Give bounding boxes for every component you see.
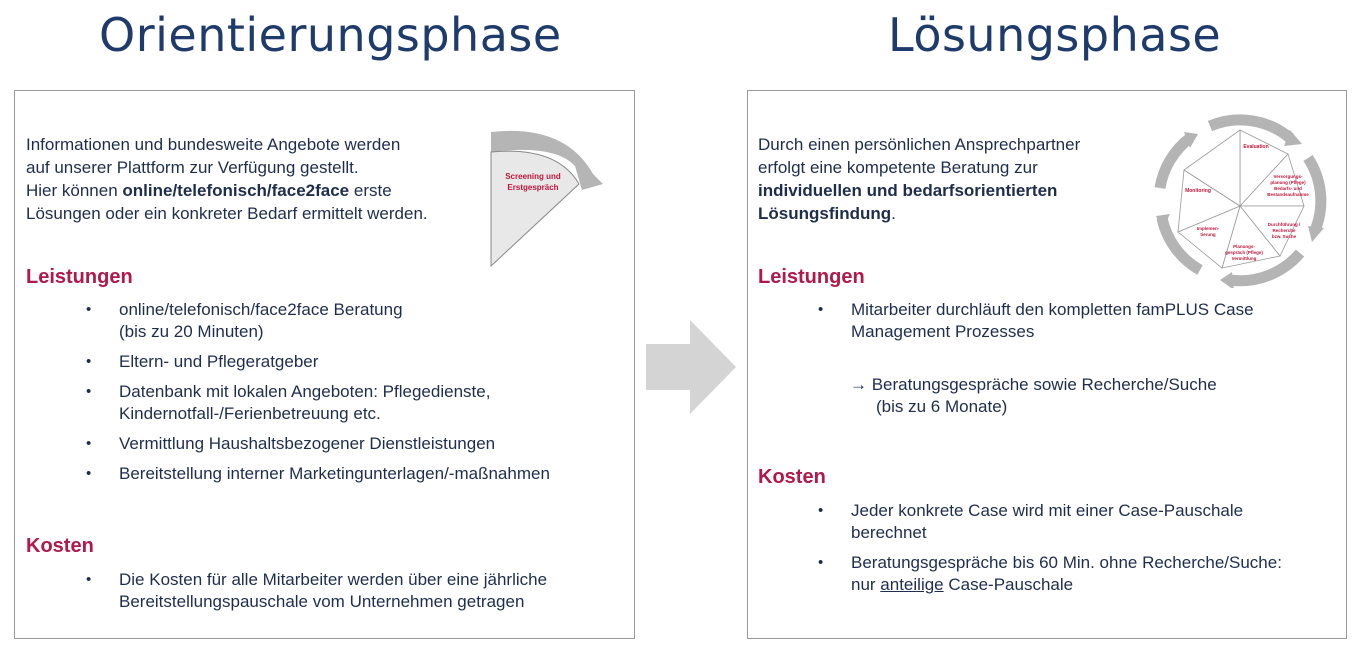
left-intro-text: Informationen und bundesweite Angebote werden auf unserer Plattform zur Verfügung gestellt. Hier können online/telefonisch/face2face erste Lösungen oder ein konkreter Bedarf ermittelt werden. bbox=[26, 135, 428, 223]
list-item: • Mitarbeiter durchläuft den kompletten famPLUS Case Management Prozesses bbox=[818, 299, 1338, 343]
list-item: • Jeder konkrete Case wird mit einer Case-Pauschale berechnet bbox=[818, 500, 1338, 544]
phase-transition-arrow-icon bbox=[646, 320, 738, 414]
left-leistungen-list bbox=[86, 299, 626, 493]
cycle-implementierung-label-2: tierung bbox=[1200, 232, 1216, 237]
cycle-durchfuehrung-label-2: Recherche bbox=[1272, 228, 1296, 233]
list-item: • online/telefonisch/face2face Beratung (bis zu 20 Minuten) bbox=[86, 299, 626, 343]
list-item: • Beratungsgespräche bis 60 Min. ohne Recherche/Suche: nur anteilige Case-Pauschale bbox=[818, 552, 1338, 596]
erstgespraech-label: Erstgespräch bbox=[507, 183, 559, 192]
right-leistungen-heading: Leistungen bbox=[758, 266, 865, 288]
cycle-planung-label-3: Vermittlung bbox=[1231, 256, 1257, 261]
cycle-versorgung-label-4: Bestandsaufnahme bbox=[1267, 192, 1309, 197]
right-leistungen-list bbox=[818, 299, 1338, 351]
cycle-versorgung-label-3: Bedarfs- und bbox=[1274, 186, 1302, 191]
loesungsphase-title: Lösungsphase bbox=[888, 8, 1222, 62]
list-item: • Die Kosten für alle Mitarbeiter werden über eine jährliche Bereitstellungspauschale vom Unternehmen getragen bbox=[86, 569, 626, 613]
cycle-planung-label-2: gespräch (Pflege) bbox=[1225, 250, 1263, 255]
right-arrow-note: → Beratungsgespräche sowie Recherche/Suche (bis zu 6 Monate) bbox=[850, 375, 1217, 416]
right-kosten-heading: Kosten bbox=[758, 466, 826, 488]
left-kosten-heading: Kosten bbox=[26, 535, 94, 557]
left-leistungen-heading: Leistungen bbox=[26, 266, 133, 288]
cycle-versorgung-label-1: Versorgungs- bbox=[1273, 174, 1303, 179]
left-kosten-list bbox=[86, 569, 626, 621]
case-management-cycle-diagram bbox=[1140, 108, 1340, 288]
cycle-versorgung-label-2: planung (Pflege) bbox=[1270, 180, 1306, 185]
screening-label: Screening und bbox=[505, 172, 561, 181]
cycle-planung-label-1: Planungs- bbox=[1233, 244, 1255, 249]
cycle-implementierung-label-1: Implemen- bbox=[1196, 226, 1220, 231]
cycle-durchfuehrung-label-1: Durchführung / bbox=[1267, 222, 1301, 227]
list-item: • Datenbank mit lokalen Angeboten: Pflegedienste, Kindernotfall-/Ferienbetreuung etc. bbox=[86, 381, 626, 425]
screening-diagram bbox=[475, 116, 615, 276]
orientierungsphase-title: Orientierungsphase bbox=[99, 8, 562, 62]
right-kosten-list bbox=[818, 500, 1338, 604]
cycle-evaluation-label: Evaluation bbox=[1243, 144, 1269, 150]
list-item: • Bereitstellung interner Marketingunterlagen/-maßnahmen bbox=[86, 463, 626, 485]
right-intro-text: Durch einen persönlichen Ansprechpartner erfolgt eine kompetente Beratung zur individuellen und bedarfsorientierten Lösungsfindung. bbox=[758, 135, 1081, 223]
cycle-durchfuehrung-label-3: bzw. Suche bbox=[1271, 234, 1297, 239]
cycle-monitoring-label: Monitoring bbox=[1185, 188, 1211, 194]
list-item: • Eltern- und Pflegeratgeber bbox=[86, 351, 626, 373]
list-item: • Vermittlung Haushaltsbezogener Dienstleistungen bbox=[86, 433, 626, 455]
